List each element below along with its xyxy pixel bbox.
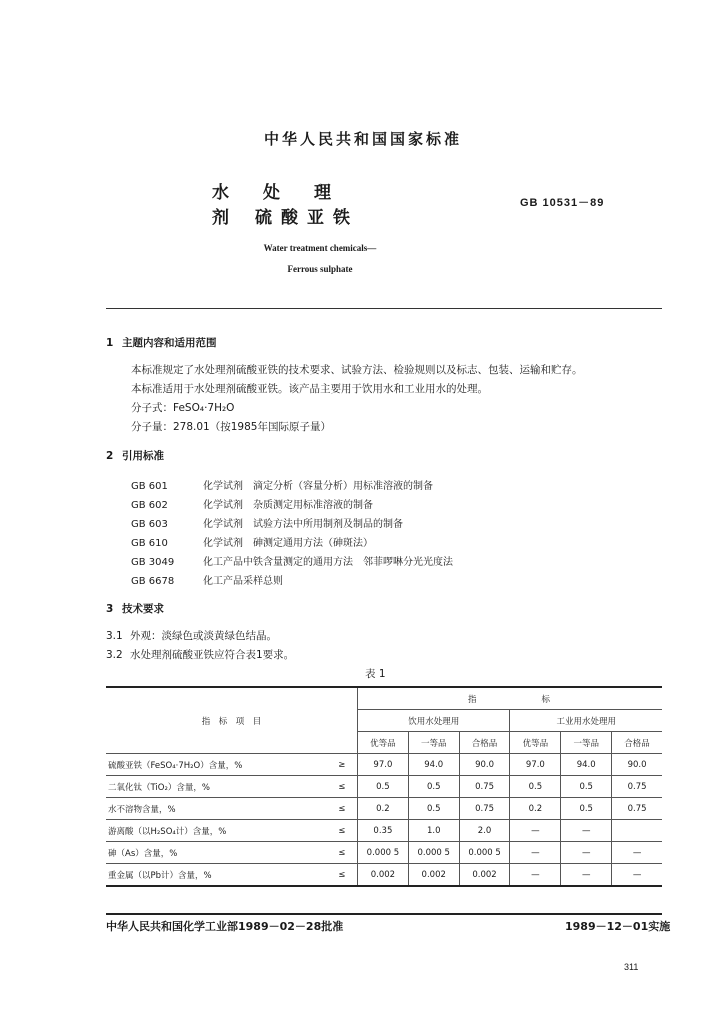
grade-header: 优等品 (510, 732, 561, 754)
english-title-line2: Ferrous sulphate (287, 264, 353, 274)
subclause (106, 647, 294, 662)
table-row (106, 776, 662, 798)
table-row (106, 864, 662, 887)
cell-value: 0.5 (510, 776, 561, 798)
section-number: 1 (106, 337, 114, 349)
reference-text: 化学试剂 滴定分析（容量分析）用标准溶液的制备 (203, 481, 433, 492)
table-row (106, 754, 662, 776)
org-title: 中华人民共和国国家标准 (263, 130, 462, 148)
reference-item (131, 534, 373, 549)
reference-code: GB 6678 (131, 576, 175, 587)
section-title: 主题内容和适用范围 (122, 337, 217, 349)
table-row (106, 842, 662, 864)
subclause-text: 水处理剂硫酸亚铁应符合表1要求。 (130, 649, 295, 661)
cell-value: 0.75 (459, 798, 510, 820)
cell-value: — (510, 864, 561, 887)
table-group-drinking: 饮用水处理用 (357, 710, 509, 732)
molecular-formula: 分子式：FeSO₄·7H₂O (131, 402, 235, 414)
table-group-industrial: 工业用水处理用 (510, 710, 662, 732)
paragraph: 本标准规定了水处理剂硫酸亚铁的技术要求、试验方法、检验规则以及标志、包装、运输和贮存。 (131, 364, 583, 376)
cell-value: 2.0 (459, 820, 510, 842)
cell-value: 0.75 (612, 798, 662, 820)
footer-divider (106, 913, 662, 915)
reference-item (131, 572, 283, 587)
section-title: 技术要求 (122, 603, 164, 615)
subclause (106, 628, 277, 643)
cell-value: 97.0 (510, 754, 561, 776)
standard-code: GB 10531－89 (520, 197, 605, 209)
cell-value: — (510, 842, 561, 864)
cell-value: — (561, 820, 612, 842)
reference-text: 化工产品中铁含量测定的通用方法 邻菲啰啉分光光度法 (203, 557, 453, 568)
table-row (106, 820, 662, 842)
reference-text: 化学试剂 砷测定通用方法（砷斑法） (203, 538, 373, 549)
section-1-heading (106, 335, 217, 350)
section-2-heading (106, 448, 164, 463)
cell-value: 90.0 (459, 754, 510, 776)
cell-value: 0.5 (357, 776, 408, 798)
cell-value: 0.2 (357, 798, 408, 820)
page-number: 311 (624, 962, 639, 972)
reference-code: GB 610 (131, 538, 168, 549)
cell-value: — (561, 864, 612, 887)
cell-value: 90.0 (612, 754, 662, 776)
section-3-heading (106, 601, 164, 616)
cell-value: 0.5 (561, 798, 612, 820)
row-symbol: ≤ (327, 820, 358, 842)
reference-code: GB 602 (131, 500, 168, 511)
table-head-item: 指 标 项 目 (106, 687, 357, 754)
row-name: 二氧化钛（TiO₂）含量，% (106, 776, 327, 798)
reference-item (131, 515, 403, 530)
cell-value: 0.5 (561, 776, 612, 798)
cell-value: — (612, 842, 662, 864)
reference-text: 化学试剂 杂质测定用标准溶液的制备 (203, 500, 373, 511)
subclause-number: 3.1 (106, 630, 123, 642)
row-name: 游离酸（以H₂SO₄计）含量，% (106, 820, 327, 842)
molecular-weight: 分子量：278.01（按1985年国际原子量） (131, 421, 331, 433)
subclause-number: 3.2 (106, 649, 123, 661)
cell-value: 97.0 (357, 754, 408, 776)
reference-item (131, 477, 433, 492)
english-title-line1: Water treatment chemicals— (263, 243, 377, 253)
cell-value: 0.002 (357, 864, 408, 887)
subclause-text: 外观：淡绿色或淡黄绿色结晶。 (130, 630, 277, 642)
cell-value: 0.5 (408, 798, 459, 820)
reference-code: GB 3049 (131, 557, 175, 568)
reference-item (131, 496, 373, 511)
cell-value: 0.000 5 (459, 842, 510, 864)
section-number: 3 (106, 603, 114, 615)
cell-value: — (510, 820, 561, 842)
cell-value: 0.2 (510, 798, 561, 820)
row-symbol: ≤ (327, 798, 358, 820)
spec-table (106, 686, 662, 887)
cell-value: — (561, 842, 612, 864)
reference-text: 化学试剂 试验方法中所用制剂及制品的制备 (203, 519, 403, 530)
approval-line: 中华人民共和国化学工业部1989－02－28批准 (106, 920, 344, 933)
row-symbol: ≤ (327, 776, 358, 798)
standard-name-line1: 水处理剂 (212, 183, 365, 228)
row-symbol: ≥ (327, 754, 358, 776)
row-symbol: ≤ (327, 842, 358, 864)
cell-value: 0.5 (408, 776, 459, 798)
cell-value: 0.35 (357, 820, 408, 842)
section-number: 2 (106, 450, 114, 462)
standard-name-line2: 硫酸亚铁 (255, 208, 359, 228)
cell-value: 0.002 (408, 864, 459, 887)
table-caption: 表 1 (365, 668, 386, 680)
grade-header: 合格品 (612, 732, 662, 754)
grade-header: 一等品 (408, 732, 459, 754)
section-title: 引用标准 (122, 450, 164, 462)
cell-value: 0.002 (459, 864, 510, 887)
table-head-index: 指 标 (357, 687, 662, 710)
grade-header: 优等品 (357, 732, 408, 754)
reference-item (131, 553, 453, 568)
row-name: 水不溶物含量，% (106, 798, 327, 820)
cell-value: 0.75 (459, 776, 510, 798)
table-row (106, 798, 662, 820)
row-name: 砷（As）含量，% (106, 842, 327, 864)
grade-header: 一等品 (561, 732, 612, 754)
implementation-date: 1989－12－01实施 (565, 920, 671, 933)
cell-value: 0.75 (612, 776, 662, 798)
reference-code: GB 603 (131, 519, 168, 530)
grade-header: 合格品 (459, 732, 510, 754)
header-divider (106, 308, 662, 309)
cell-value: 0.000 5 (357, 842, 408, 864)
reference-text: 化工产品采样总则 (203, 576, 283, 587)
cell-value: 0.000 5 (408, 842, 459, 864)
cell-value (612, 820, 662, 842)
paragraph: 本标准适用于水处理剂硫酸亚铁。该产品主要用于饮用水和工业用水的处理。 (131, 383, 488, 395)
cell-value: — (612, 864, 662, 887)
row-symbol: ≤ (327, 864, 358, 887)
cell-value: 94.0 (561, 754, 612, 776)
cell-value: 94.0 (408, 754, 459, 776)
row-name: 硫酸亚铁（FeSO₄·7H₂O）含量，% (106, 754, 327, 776)
row-name: 重金属（以Pb计）含量，% (106, 864, 327, 887)
cell-value: 1.0 (408, 820, 459, 842)
reference-code: GB 601 (131, 481, 168, 492)
